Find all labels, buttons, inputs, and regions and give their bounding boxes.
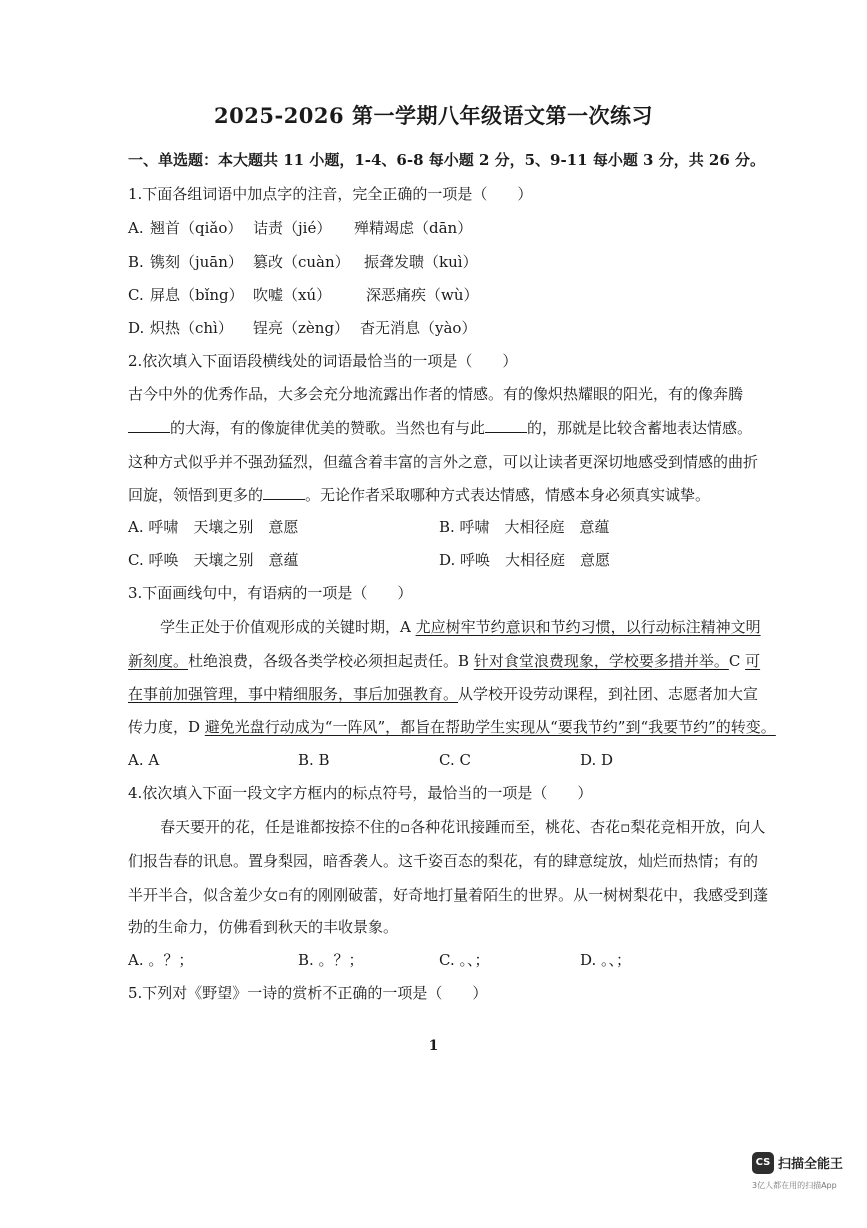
q2-option-d: D. 呼唤 大相径庭 意愿 — [439, 551, 611, 569]
passage-text: 从学校开设劳动课程，到社团、志愿者加大宣 — [458, 685, 759, 703]
q2-option-b: B. 呼啸 大相径庭 意蕴 — [439, 518, 610, 536]
underlined-sentence-c: 可 — [745, 652, 761, 670]
passage-text: 传力度，D — [128, 718, 205, 736]
q3-option-a: A. A — [128, 751, 160, 769]
camscanner-tagline: 3亿人都在用的扫描App — [752, 1181, 837, 1190]
question-3-stem: 3.下面画线句中，有语病的一项是（ ） — [128, 584, 413, 602]
passage-text: 学生正处于价值观形成的关键时期，A — [160, 618, 416, 636]
option-item: 炽热（chì） — [150, 319, 233, 337]
option-item: 翘首（qiǎo） — [150, 219, 243, 237]
passage-text: 的，那就是比较含蓄地表达情感。 — [527, 419, 753, 437]
q4-passage-line: 勃的生命力，仿佛看到秋天的丰收景象。 — [128, 918, 399, 936]
q1-option-d — [128, 318, 477, 338]
option-item: 吹嘘（xú） — [253, 286, 332, 304]
passage-text: 的大海，有的像旋律优美的赞歌。当然也有与此 — [170, 419, 486, 437]
q4-option-a: A. 。？； — [128, 951, 194, 969]
fill-blank — [485, 418, 527, 433]
q3-option-b: B. B — [298, 751, 330, 769]
q2-option-a: A. 呼啸 天壤之别 意愿 — [128, 518, 299, 536]
q2-option-c: C. 呼唤 天壤之别 意蕴 — [128, 551, 299, 569]
q3-option-c: C. C — [439, 751, 471, 769]
question-5-stem: 5.下列对《野望》一诗的赏析不正确的一项是（ ） — [128, 984, 488, 1002]
q2-passage-line: 这种方式似乎并不强劲猛烈，但蕴含着丰富的言外之意，可以让读者更深切地感受到情感的曲折 — [128, 453, 759, 471]
option-item: 镌刻（juān） — [150, 253, 243, 271]
passage-text: 。无论作者采取哪种方式表达情感，情感本身必须真实诚挚。 — [305, 486, 711, 504]
option-label: D. — [128, 319, 145, 337]
question-2-stem: 2.依次填入下面语段横线处的词语最恰当的一项是（ ） — [128, 352, 518, 370]
option-item: 深恶痛疾（wù） — [366, 286, 479, 304]
underlined-sentence-a: 尤应树牢节约意识和节约习惯，以行动标注精神文明 — [415, 618, 761, 636]
option-item: 锃亮（zèng） — [253, 319, 350, 337]
underlined-sentence-d: 避免光盘行动成为“一阵风”，都旨在帮助学生实现从“要我节约”到“我要节约”的转变。 — [204, 718, 776, 736]
fill-blank — [263, 485, 305, 500]
q3-passage-line — [128, 684, 758, 704]
option-item: 殚精竭虑（dān） — [354, 219, 473, 237]
q1-option-a — [128, 218, 473, 238]
underlined-sentence-a: 新刻度。 — [128, 652, 189, 670]
camscanner-logo-icon: CS — [752, 1152, 774, 1174]
page-number: 1 — [428, 1038, 439, 1054]
q2-passage-line: 古今中外的优秀作品，大多会充分地流露出作者的情感。有的像炽热耀眼的阳光，有的像奔腾 — [128, 385, 744, 403]
q1-option-c — [128, 285, 479, 305]
q2-passage-line — [128, 418, 752, 438]
q4-passage-line: 半开半合，似含羞少女▫有的刚刚破蕾，好奇地打量着陌生的世界。从一树树梨花中，我感受到蓬 — [128, 886, 769, 904]
option-item: 振聋发聩（kuì） — [364, 253, 478, 271]
underlined-sentence-b: 针对食堂浪费现象，学校要多措并举。 — [473, 652, 729, 670]
q4-passage-line: 春天要开的花，任是谁都按捺不住的▫各种花讯接踵而至，桃花、杏花▫梨花竞相开放，向人 — [160, 818, 766, 836]
option-item: 杳无消息（yào） — [360, 319, 477, 337]
option-item: 诘责（jié） — [253, 219, 332, 237]
q4-option-d: D. 。、； — [580, 951, 632, 969]
q3-option-d: D. D — [580, 751, 614, 769]
q3-passage-line — [128, 651, 760, 671]
option-label: B. — [128, 253, 144, 271]
q1-option-b — [128, 252, 478, 272]
question-1-stem: 1.下面各组词语中加点字的注音，完全正确的一项是（ ） — [128, 185, 533, 203]
question-4-stem: 4.依次填入下面一段文字方框内的标点符号，最恰当的一项是（ ） — [128, 784, 593, 802]
q3-passage-line — [160, 617, 761, 637]
option-label: C. — [128, 286, 144, 304]
q2-passage-line — [128, 485, 710, 505]
passage-text: C — [728, 652, 746, 670]
q4-option-c: C. 。、； — [439, 951, 490, 969]
passage-text: 杜绝浪费，各级各类学校必须担起责任。B — [188, 652, 474, 670]
option-item: 屏息（bǐng） — [150, 286, 244, 304]
underlined-sentence-c: 在事前加强管理，事中精细服务，事后加强教育。 — [128, 685, 459, 703]
section-heading: 一、单选题：本大题共 11 小题，1-4、6-8 每小题 2 分，5、9-11 每小题 3 分，共 26 分。 — [128, 151, 766, 169]
q3-passage-line — [128, 717, 776, 737]
option-item: 篡改（cuàn） — [253, 253, 350, 271]
page-title: 2025-2026 第一学期八年级语文第一次练习 — [214, 103, 653, 128]
camscanner-brand-name: 扫描全能王 — [778, 1157, 844, 1172]
q4-option-b: B. 。？； — [298, 951, 364, 969]
option-label: A. — [128, 219, 144, 237]
q4-passage-line: 们报告春的讯息。置身梨园，暗香袭人。这千姿百态的梨花，有的肆意绽放，灿烂而热情；有的 — [128, 852, 759, 870]
fill-blank — [128, 418, 170, 433]
passage-text: 回旋，领悟到更多的 — [128, 486, 264, 504]
